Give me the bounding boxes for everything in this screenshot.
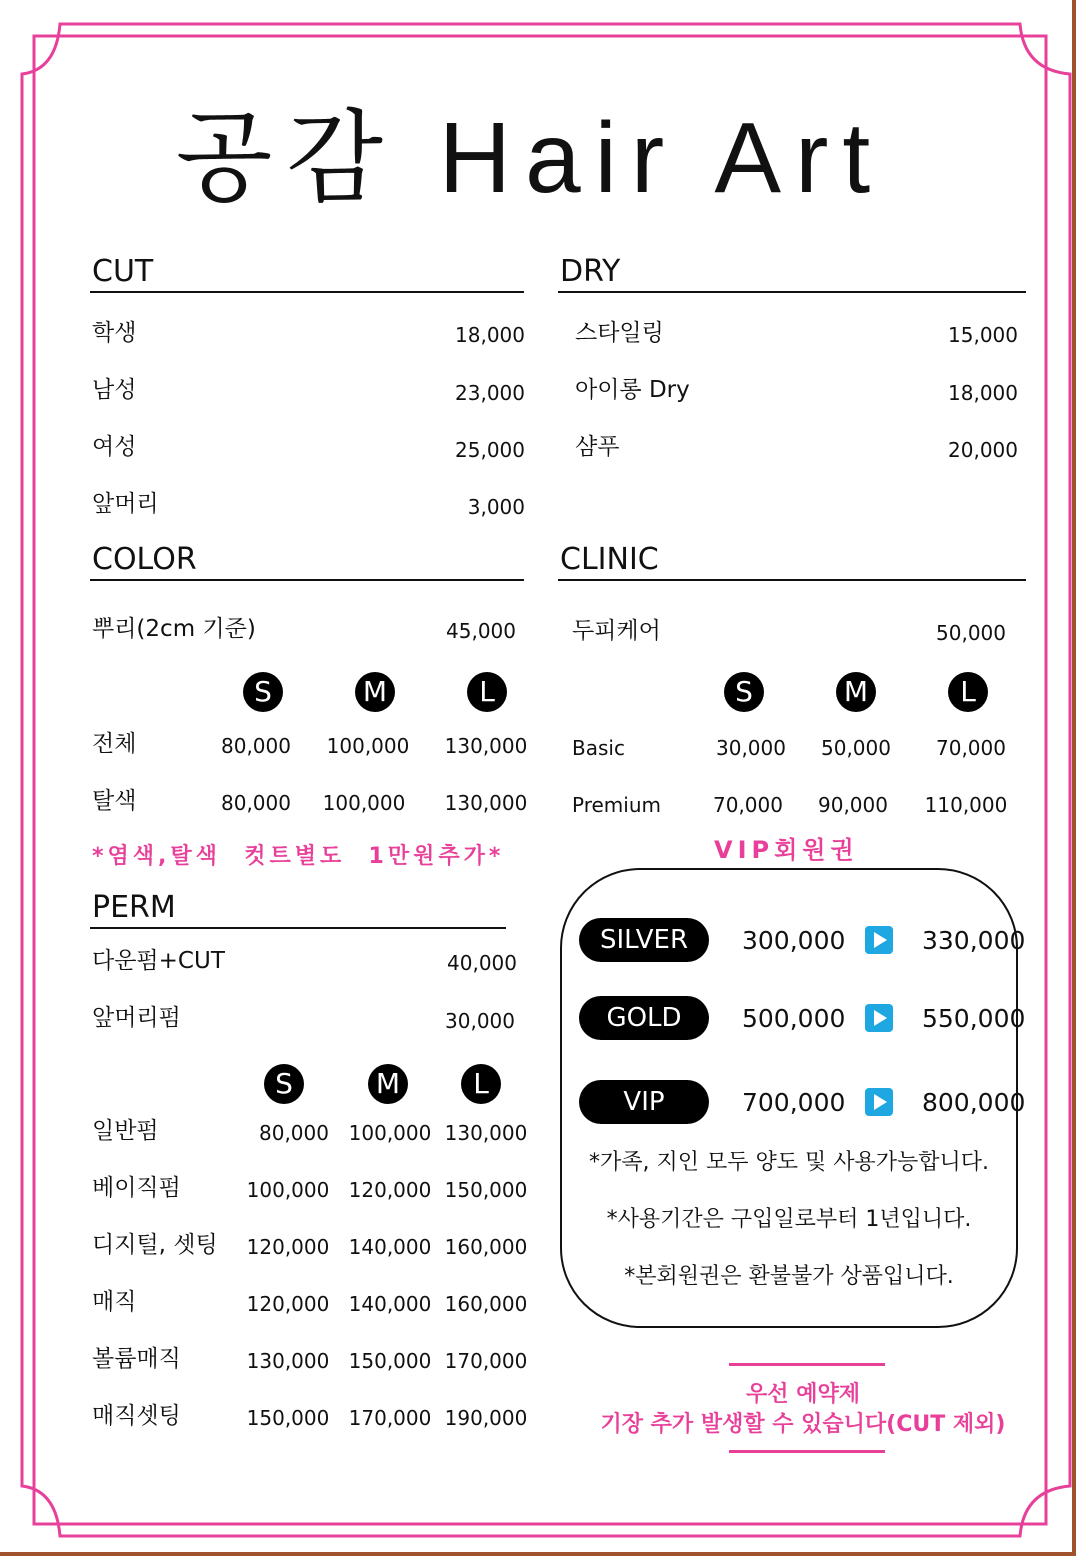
clinic-price-m: 90,000 [818,793,888,817]
size-badge-m: M [836,672,876,712]
size-badge-l: L [467,672,507,712]
tier-vip-badge: VIP [579,1080,709,1124]
perm-item-name: 다운펌+CUT [92,948,225,974]
clinic-price-s: 70,000 [713,793,783,817]
tier-silver-badge: SILVER [579,918,709,962]
dry-rule [558,291,1026,293]
tier-gold-badge: GOLD [579,996,709,1040]
shop-title: 공감 Hair Art [175,102,885,214]
perm-price-l: 170,000 [444,1349,528,1373]
tier-pay: 500,000 [742,1004,846,1033]
clinic-price-l: 70,000 [936,736,1006,760]
perm-row-name: 디지털, 셋팅 [92,1232,218,1258]
cut-item-name: 앞머리 [92,491,159,517]
perm-item-name: 앞머리펌 [92,1005,181,1031]
perm-row-name: 베이직펌 [92,1175,181,1201]
color-note: *염색,탈색 컷트별도 1만원추가* [92,844,505,869]
size-badge-s: S [724,672,764,712]
cut-item-price: 3,000 [467,495,525,519]
perm-price-m: 100,000 [348,1121,432,1145]
color-row-name: 전체 [92,731,137,757]
clinic-price-s: 30,000 [716,736,786,760]
size-badge-s: S [264,1064,304,1104]
cut-item-price: 18,000 [455,323,525,347]
footer-top-rule [729,1363,885,1366]
tier-value: 550,000 [922,1004,1026,1033]
color-price-l: 130,000 [444,734,528,758]
tier-value: 800,000 [922,1088,1026,1117]
color-price-s: 80,000 [221,734,291,758]
dry-item-name: 아이롱 Dry [575,377,690,403]
color-price-m: 100,000 [322,791,406,815]
perm-price-m: 140,000 [348,1292,432,1316]
color-price-m: 100,000 [326,734,410,758]
perm-price-l: 150,000 [444,1178,528,1202]
size-badge-m: M [355,672,395,712]
perm-price-l: 130,000 [444,1121,528,1145]
clinic-rule [558,579,1026,581]
perm-price-l: 190,000 [444,1406,528,1430]
clinic-row-name: Premium [572,793,661,817]
dry-item-name: 샴푸 [575,434,620,460]
cut-item-price: 25,000 [455,438,525,462]
tier-value: 330,000 [922,926,1026,955]
arrow-right-icon [865,1088,893,1116]
clinic-price-l: 110,000 [924,793,1008,817]
perm-price-s: 120,000 [246,1235,330,1259]
perm-price-m: 150,000 [348,1349,432,1373]
perm-price-s: 80,000 [259,1121,329,1145]
perm-row-name: 볼륨매직 [92,1346,181,1372]
size-badge-m: M [368,1064,408,1104]
color-row-name: 탈색 [92,788,137,814]
perm-item-price: 40,000 [447,951,517,975]
perm-rule [90,927,506,929]
perm-price-l: 160,000 [444,1292,528,1316]
vip-note: *본회원권은 환불불가 상품입니다. [624,1264,954,1289]
vip-heading: VIP회원권 [714,836,859,864]
perm-heading: PERM [92,890,176,925]
color-root-price: 45,000 [446,619,516,643]
cut-heading: CUT [92,254,154,289]
perm-price-s: 150,000 [246,1406,330,1430]
tier-pay: 700,000 [742,1088,846,1117]
footer-bottom-rule [729,1450,885,1453]
size-badge-s: S [243,672,283,712]
vip-note: *가족, 지인 모두 양도 및 사용가능합니다. [589,1150,989,1175]
color-root-name: 뿌리(2cm 기준) [92,616,256,642]
dry-item-price: 20,000 [948,438,1018,462]
cut-item-price: 23,000 [455,381,525,405]
dry-item-name: 스타일링 [575,320,664,346]
perm-price-s: 100,000 [246,1178,330,1202]
footer-line2: 기장 추가 발생할 수 있습니다(CUT 제외) [600,1412,1006,1437]
perm-row-name: 일반펌 [92,1118,159,1144]
vip-note: *사용기간은 구입일로부터 1년입니다. [606,1207,972,1232]
clinic-price-m: 50,000 [821,736,891,760]
perm-price-m: 120,000 [348,1178,432,1202]
dry-heading: DRY [560,254,621,289]
clinic-row-name: Basic [572,736,625,760]
tier-pay: 300,000 [742,926,846,955]
clinic-scalp-price: 50,000 [936,621,1006,645]
perm-price-s: 130,000 [246,1349,330,1373]
perm-price-s: 120,000 [246,1292,330,1316]
footer-line1: 우선 예약제 [746,1382,860,1407]
color-heading: COLOR [92,542,197,577]
clinic-heading: CLINIC [560,542,659,577]
arrow-right-icon [865,1004,893,1032]
arrow-right-icon [865,926,893,954]
color-price-s: 80,000 [221,791,291,815]
perm-price-m: 170,000 [348,1406,432,1430]
cut-item-name: 남성 [92,377,137,403]
perm-item-price: 30,000 [445,1009,515,1033]
cut-item-name: 학생 [92,320,137,346]
dry-item-price: 18,000 [948,381,1018,405]
perm-row-name: 매직셋팅 [92,1403,181,1429]
size-badge-l: L [948,672,988,712]
cut-rule [90,291,524,293]
perm-price-l: 160,000 [444,1235,528,1259]
size-badge-l: L [461,1064,501,1104]
perm-row-name: 매직 [92,1289,137,1315]
color-price-l: 130,000 [444,791,528,815]
perm-price-m: 140,000 [348,1235,432,1259]
color-rule [90,579,524,581]
cut-item-name: 여성 [92,434,137,460]
dry-item-price: 15,000 [948,323,1018,347]
clinic-scalp-name: 두피케어 [572,618,661,644]
